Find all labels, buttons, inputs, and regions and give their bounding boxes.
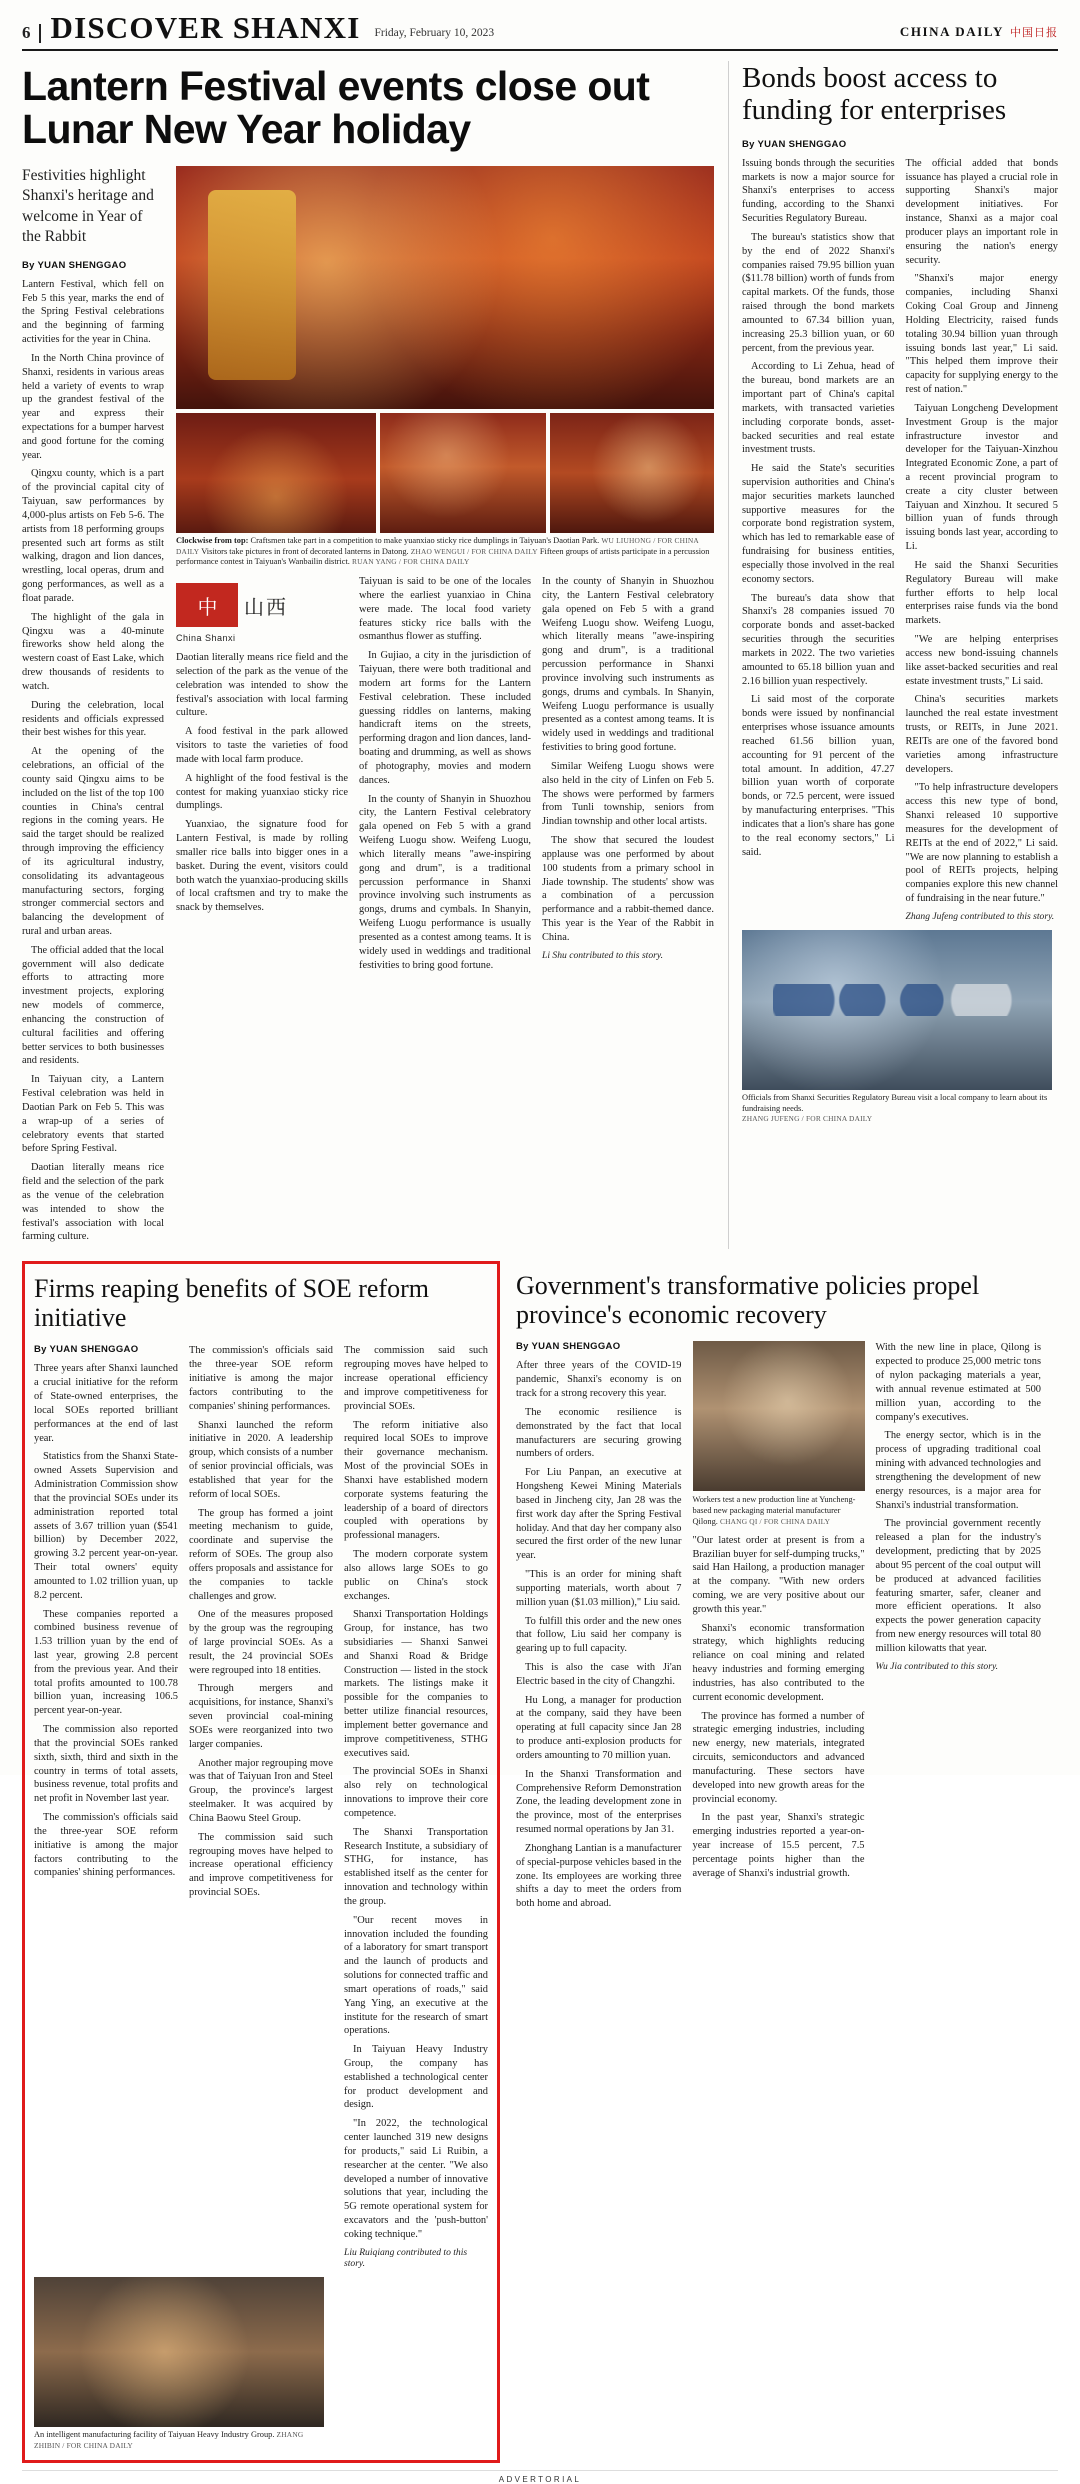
paragraph: Qingxu county, which is a part of the provincial capital city of Taiyuan, saw performances by 4,000-plus artists on Feb 5-6. The artists from 18 performing groups presented such art forms as stilt walking, dragon and lion dances, wrestling, local operas, drum and gong performances, as well as a float parade. xyxy=(22,468,164,604)
bonds-photo-caption xyxy=(742,1093,1058,1124)
paragraph: The provincial SOEs in Shanxi also rely on technological innovations to improve their core competence. xyxy=(344,1766,488,1819)
paragraph: A highlight of the food festival is the contest for making yuanxiao sticky rice dumplings. xyxy=(176,772,348,812)
photo-credit: ZHANG JUFENG / FOR CHINA DAILY xyxy=(742,1114,873,1124)
paragraph: The commission also reported that the provincial SOEs ranked sixth, sixth, third and sixth in the country in terms of total assets, business revenue, total profits and net profit in November last year. xyxy=(34,1724,178,1805)
paragraph: In the North China province of Shanxi, residents in various areas held a variety of events to wrap up the grandest festival of the year and express their expectations for a bumper harvest and good fortune for the coming year. xyxy=(22,352,164,461)
paragraph: The bureau's statistics show that by the end of 2022 Shanxi's companies raised 79.95 billion yuan ($11.78 billion) worth of funds from capital markets. Of the funds, those raised through the bond markets amounted to 67.34 billion yuan, increasing 25.3 billion yuan, or 60 percent, from the previous year. xyxy=(742,231,895,354)
paragraph: The commission said such regrouping moves have helped to increase operational efficiency and improve competitiveness for provincial SOEs. xyxy=(189,1831,333,1899)
bonds-contributor: Zhang Jufeng contributed to this story. xyxy=(905,910,1055,922)
caption-text: Craftsmen take part in a competition to make yuanxiao sticky rice dumplings in Taiyuan's Daotian Park. xyxy=(248,535,600,545)
brand-name: CHINA DAILY xyxy=(899,24,1004,39)
bonds-column-1 xyxy=(742,157,895,922)
paragraph: Shanxi Transportation Holdings Group, for instance, has two subsidiaries — Shanxi Sanwei and Shanxi Road & Bridge Construction — listed in the stock markets. The listings make it possible for the companies to better utilize financial resources, implement better governance and improve competitiveness, STHG executives said. xyxy=(344,1609,488,1759)
advertorial-label: ADVERTORIAL xyxy=(22,2470,1058,2484)
seal-label: China Shanxi xyxy=(176,633,236,644)
paragraph: China's securities markets launched the real estate investment trusts, or REITs, in June 2021. REITs are one of the favored bond varieties among infrastructure developers. xyxy=(905,694,1058,775)
caption-text: Fifteen groups of artists participate in a percussion performance contest in Taiyuan's Wanbailin district. xyxy=(176,546,710,567)
photo-stage xyxy=(176,413,376,533)
paragraph: "In 2022, the technological center launched 319 new designs for products," said Li Ruibin, a researcher at the center. "We also developed a number of innovative solutions that year, including the 5G remote operational system for excavators and the 'push-button' coking technique." xyxy=(344,2118,488,2240)
province-seal xyxy=(176,583,348,627)
paragraph: Three years after Shanxi launched a crucial initiative for the reform of State-owned enterprises, the local SOEs reported brilliant performances at the end of last year. xyxy=(34,1363,178,1444)
paragraph: Lantern Festival, which fell on Feb 5 this year, marks the end of the Spring Festival celebrations and the beginning of farming activities for the year in China. xyxy=(22,278,164,346)
lead-contributor: Li Shu contributed to this story. xyxy=(542,949,663,961)
paragraph: "Our latest order at present is from a Brazilian buyer for self-dumping trucks," said Han Hailong, a production manager at the company. "With new orders coming, we are very positive about our growth this year." xyxy=(692,1534,865,1615)
paragraph: With the new line in place, Qilong is expected to produce 25,000 metric tons of nylon packaging materials a year, with annual revenue estimated at 500 million yuan, according to the company's executives. xyxy=(875,1342,1041,1423)
paragraph: These companies reported a combined business revenue of 1.53 trillion yuan by the end of last year, growing 2.8 percent from the previous year. And their total profits amounted to 100.78 billion yuan, increasing 106.5 percent year-on-year. xyxy=(34,1608,178,1717)
paragraph: The highlight of the gala in Qingxu was a 40-minute fireworks show held along the western coast of East Lake, which drew thousands of residents to watch. xyxy=(22,611,164,692)
recovery-column-1 xyxy=(516,1341,682,1916)
seal-icon: 中 xyxy=(176,583,238,627)
advertorial-section xyxy=(22,1261,1058,2463)
paragraph: Daotian literally means rice field and the selection of the park as the venue of the celebration was intended to show the festival's association with local farming culture. xyxy=(176,652,348,719)
soe-headline: Firms reaping benefits of SOE reform initiative xyxy=(34,1274,429,1333)
paragraph: One of the measures proposed by the group was the regrouping of large provincial SOEs. As a result, the 24 provincial SOEs were regrouped into 18 entities. xyxy=(189,1609,333,1676)
top-section xyxy=(22,51,1058,1249)
photo-credit: RUAN YANG / FOR CHINA DAILY xyxy=(352,557,470,567)
paragraph: The official added that the local government will also dedicate efforts to attracting more investment projects, exploring new models of commerce, enhancing the construction of cultural facilities and offering better services to both businesses and residents. xyxy=(22,944,164,1067)
soe-column-1 xyxy=(34,1344,178,2268)
paragraph: The group has formed a joint meeting mechanism to guide, coordinate and supervise the reform of SOEs. The group also offers proposals and assistance for the companies to tackle challenges and grow. xyxy=(189,1507,333,1602)
photo-crowd xyxy=(380,413,546,533)
photo-credit: ZHANG ZHIBIN / FOR CHINA DAILY xyxy=(34,2429,304,2450)
paragraph: After three years of the COVID-19 pandemic, Shanxi's economy is on track for a strong recovery this year. xyxy=(516,1360,682,1400)
paragraph: The bureau's data show that Shanxi's 28 companies issued 70 corporate bonds and asset-backed securities through the securities markets in 2022. The two varieties amounted to 65.18 billion yuan and 2.16 billion yuan respectively. xyxy=(742,592,895,687)
paragraph: "This is an order for mining shaft supporting materials, worth about 7 million yuan ($1.03 million)," Liu said. xyxy=(516,1569,682,1608)
paragraph: He said the Shanxi Securities Regulatory Bureau will make further efforts to help local enterprises raise funds via the bond markets. xyxy=(905,559,1058,627)
paragraph: In Taiyuan Heavy Industry Group, the company has established a technological center for product development and design. xyxy=(344,2044,488,2111)
recovery-column-3 xyxy=(876,1341,1042,1916)
paragraph: During the celebration, local residents and officials expressed their best wishes for this year. xyxy=(22,699,164,739)
recovery-story xyxy=(512,1261,1050,2463)
caption-lead-in: Clockwise from top: xyxy=(176,535,249,545)
paragraph: Statistics from the Shanxi State-owned Assets Supervision and Administration Commission show that the provincial SOEs under its administration reported total assets of 3.67 trillion yuan ($541 billion) by December 2022, growing 3.2 percent year-on-year. Their total owners' equity amounted to 1.02 trillion yuan, up 8.2 percent. xyxy=(34,1451,178,1601)
lead-byline: By YUAN SHENGGAO xyxy=(22,259,127,271)
paragraph: He said the State's securities supervision authorities and China's major securities markets launched supportive measures for the corporate bond registration system, which has led to remarkable ease of fundraising for business entities, especially those involved in the real economy sectors. xyxy=(742,463,895,585)
paragraph: "We are helping enterprises access new bond-issuing channels like asset-backed securities and real estate investment trusts," Li said. xyxy=(905,634,1058,687)
paragraph: In Gujiao, a city in the jurisdiction of Taiyuan, there were both traditional and modern art forms for the Lantern Festival celebration. These included guessing riddles on lanterns, making handicraft items on the streets, performing dragon and lion dances, land-boating and drumming, as well as shows of photography, movies and modern dances. xyxy=(359,650,531,786)
paragraph: For Liu Panpan, an executive at Hongsheng Kewei Mining Materials based in Jincheng city, Jan 28 was the first work day after the Spring Festival holiday. And that day her company also secured the first order of the new lunar year. xyxy=(516,1467,682,1562)
paragraph: This is also the case with Ji'an Electric based in the city of Changzhi. xyxy=(516,1661,682,1687)
paragraph: "To help infrastructure developers access this new type of bond, Shanxi released 10 supportive measures for the development of REITs at the end of 2022," Li said. "We are now planning to establish a pool of REITs projects, helping companies explore this new channel of fundraising in the near future." xyxy=(905,782,1058,905)
paragraph: Taiyuan is said to be one of the locales where the earliest yuanxiao in China were made. The local food variety features sticky rice balls with the osmanthus flower as stuffing. xyxy=(359,576,531,643)
paragraph: The Shanxi Transportation Research Institute, a subsidiary of STHG, for instance, has established itself as the center for innovation and technology within the group. xyxy=(344,1826,488,1907)
photo-credit: ZHAO WENGUI / FOR CHINA DAILY xyxy=(410,546,538,556)
brand-name-chinese: 中国日报 xyxy=(1010,27,1058,39)
soe-photo xyxy=(34,2277,324,2427)
paragraph: Li said most of the corporate bonds were issued by nonfinancial enterprises whose issuance amounts reached 61.56 billion yuan, accounting for 91 percent of the total amount. In addition, 47.27 billion yuan worth of corporate bonds, or 72.5 percent, were issued by manufacturing enterprises. "This indicates that a lion's share has gone to the real economy sectors," Li said. xyxy=(742,694,895,858)
paragraph: Issuing bonds through the securities markets is now a major source for Shanxi's enterprises to access funding, according to the Shanxi Securities Regulatory Bureau. xyxy=(742,157,895,225)
paragraph: Shanxi launched the reform initiative in 2020. A leadership group, which consists of a number of senior provincial officials, was established that year for the reform of local SOEs. xyxy=(189,1419,333,1500)
page-folio: 6 xyxy=(22,24,41,43)
photo-drum xyxy=(550,413,714,533)
paragraph: In the past year, Shanxi's strategic emerging industries reported a year-on-year increase of 15.5 percent, 7.5 percentage points higher than the average of Shanxi's industrial growth. xyxy=(692,1812,865,1879)
lead-story xyxy=(22,61,714,1249)
paragraph: According to Li Zehua, head of the bureau, bond markets are an important part of China's capital markets, with transacted varieties including corporate bonds, asset-backed securities and real estate investment trusts. xyxy=(742,361,895,456)
paragraph: Through mergers and acquisitions, for instance, Shanxi's seven provincial coal-mining SOEs were reorganized into two larger companies. xyxy=(189,1683,333,1750)
paragraph: The reform initiative also required local SOEs to improve their governance mechanism. Most of the provincial SOEs in Shanxi have established modern corporate systems featuring the leadership of a board of directors coupled with operations by professional managers. xyxy=(344,1419,488,1542)
soe-contributor: Liu Ruiqiang contributed to this story. xyxy=(344,2246,468,2269)
soe-photo-caption xyxy=(34,2430,324,2452)
paragraph: The modern corporate system also allows large SOEs to go public on China's stock exchanges. xyxy=(344,1549,488,1602)
paragraph: The province has formed a number of strategic emerging industries, including new energy, new materials, integrated circuits, semiconductors and advanced manufacturing. These sectors have developed into new growth areas for the provincial economy. xyxy=(692,1710,865,1805)
section-title: DISCOVER SHANXI xyxy=(50,10,361,45)
recovery-photo-caption xyxy=(693,1495,865,1527)
seal-chinese: 山西 xyxy=(244,594,288,619)
caption-text: Officials from Shanxi Securities Regulatory Bureau visit a local company to learn about its fundraising needs. xyxy=(742,1092,1048,1113)
recovery-byline: By YUAN SHENGGAO xyxy=(516,1341,621,1353)
soe-column-3 xyxy=(344,1344,488,2268)
lead-first-column xyxy=(22,166,164,1249)
bonds-headline: Bonds boost access to funding for enterprises xyxy=(742,62,1007,126)
soe-byline: By YUAN SHENGGAO xyxy=(34,1344,139,1356)
paragraph: Another major regrouping move was that of Taiyuan Iron and Steel Group, the province's largest steelmaker. It was acquired by China Baowu Steel Group. xyxy=(189,1757,333,1824)
paragraph: Shanxi's economic transformation strategy, which highlights reducing reliance on coal mining and related heavy industries and forming emerging industries, has also contributed to the current economic development. xyxy=(692,1622,865,1703)
caption-text: Visitors take pictures in front of decorated lanterns in Datong. xyxy=(199,546,409,556)
recovery-column-2 xyxy=(693,1341,865,1916)
paragraph: At the opening of the celebrations, an official of the county said Qingxu aims to be included on the list of the top 100 counties in China's central regions in the coming years. He said the target should be realized through improving the efficiency of its agricultural industry, consolidating its advantageous manufacturing sectors, forging stronger commercial sectors and balancing the development of rural and urban areas. xyxy=(22,746,164,937)
paragraph: The commission's officials said the three-year SOE reform initiative is among the major factors contributing to the companies' shining performances. xyxy=(34,1812,178,1879)
paragraph: The provincial government recently released a plan for the industry's development, predicting that by 2025 about 95 percent of the coal output will be produced at advanced facilities featuring smarter, safer, cleaner and more efficient operations. It also expects the power generation capacity from new energy resources will total 80 million kilowatts that year. xyxy=(875,1518,1041,1654)
bonds-story xyxy=(728,61,1058,1249)
soe-story xyxy=(22,1261,500,2463)
paragraph: Taiyuan Longcheng Development Investment Group is the major infrastructure investor and developer for the Taiyuan-Xinzhou Integrated Economic Zone, a part of a recent provincial program to create a city cluster between Taiyuan and Xinzhou. It secured 5 billion yuan of funds through issuing bonds last year, according to Li. xyxy=(905,402,1058,553)
paragraph: Hu Long, a manager for production at the company, said they have been operating at full capacity since Jan 28 to produce anti-explosion products for orders amounting to 70 million yuan. xyxy=(516,1694,682,1761)
paragraph: Yuanxiao, the signature food for Lantern Festival, is made by rolling smaller rice balls into bigger ones in a basket. During the event, visitors could both watch the yuanxiao-producing skills of local craftsmen and try to make the snack by themselves. xyxy=(176,819,348,914)
paragraph: The commission said such regrouping moves have helped to increase operational efficiency and improve competitiveness for provincial SOEs. xyxy=(344,1345,488,1412)
photo-strip xyxy=(176,413,714,533)
lead-headline: Lantern Festival events close out Lunar New Year holiday xyxy=(22,63,650,153)
masthead-brand xyxy=(900,24,1058,43)
paragraph: Similar Weifeng Luogu shows were also held in the city of Linfen on Feb 5. The shows were performed by farmers from Tunli township, seniors from Jindian township and other local artists. xyxy=(542,760,714,828)
paragraph: The show that secured the loudest applause was one performed by about 100 students from a primary school in Jiade township. The students' show was a combination of a percussion performance and a rabbit-themed dance. This year is the Year of the Rabbit in China. xyxy=(542,835,714,943)
bonds-byline: By YUAN SHENGGAO xyxy=(742,138,847,150)
paragraph: The economic resilience is demonstrated by the fact that local manufacturers are securing growing numbers of orders. xyxy=(516,1406,682,1460)
paragraph: In the county of Shanyin in Shuozhou city, the Lantern Festival celebratory gala opened on Feb 5 with a grand Weifeng Luogu show. Weifeng Luogu, which literally means "awe-inspiring gong and drum", is a traditional percussion performance in Shanxi province involving such instruments as gongs, drums and cymbals. In Shanyin, Weifeng Luogu performance is usually presented as a contest among teams. It is widely used in weddings and traditional festivities to bring good fortune. xyxy=(359,793,531,971)
paragraph: "Shanxi's major energy companies, including Shanxi Coking Coal Group and Jinneng Holding Electricity, raised funds totaling 30.94 billion yuan through issuing bonds last year," Li said. "This helped them improve their capacity for supplying energy to the rest of nation." xyxy=(905,273,1058,396)
caption-text: An intelligent manufacturing facility of Taiyuan Heavy Industry Group. xyxy=(34,2429,275,2439)
recovery-headline: Government's transformative policies propel province's economic recovery xyxy=(516,1271,980,1330)
bonds-photo xyxy=(742,930,1052,1090)
paragraph: In the Shanxi Transformation and Comprehensive Reform Demonstration Zone, the leading development zone in the province, most of the enterprises resumed normal operations by Jan 31. xyxy=(516,1768,682,1836)
paragraph: "Our recent moves in innovation included the founding of a laboratory for smart transport and the launch of products and solutions for connected traffic and smart operations of roads," said Yang Ying, an executive at the institute for the research of smart operations. xyxy=(344,1914,488,2037)
photo-credit: CHANG QI / FOR CHINA DAILY xyxy=(719,1516,831,1526)
bonds-column-2 xyxy=(906,157,1059,922)
paragraph: In the county of Shanyin in Shuozhou city, the Lantern Festival celebratory gala opened on Feb 5 with a grand Weifeng Luogu show. Weifeng Luogu, which literally means "awe-inspiring gong and drum", is a traditional percussion performance in Shanxi province involving such instruments as gongs, drums and cymbals. In Shanyin, Weifeng Luogu performance is usually presented as a contest among teams. It is widely used in weddings and traditional festivities to bring good fortune. xyxy=(542,576,714,754)
paragraph: Daotian literally means rice field and the selection of the park as the venue of the celebration was intended to show the festival's association with local farming culture. xyxy=(22,1162,164,1243)
lead-standfirst: Festivities highlight Shanxi's heritage and welcome in Year of the Rabbit xyxy=(22,166,154,246)
masthead xyxy=(22,0,1058,51)
soe-column-2 xyxy=(189,1344,333,2268)
paragraph: Zhonghang Lantian is a manufacturer of special-purpose vehicles based in the zone. Its employees are working three shifts a day to meet the orders from both home and abroad. xyxy=(516,1842,682,1910)
recovery-contributor: Wu Jia contributed to this story. xyxy=(875,1660,999,1672)
lead-photo xyxy=(176,166,714,409)
photo-credit: WU LIUHONG / FOR CHINA DAILY xyxy=(176,535,699,556)
paragraph: The official added that bonds issuance has played a crucial role in supporting Shanxi's major development initiatives. For instance, Shanxi as a major coal producer plays an important role in ensuring the nation's energy security. xyxy=(905,157,1058,266)
paragraph: To fulfill this order and the new ones that follow, Liu said her company is gearing up to full capacity. xyxy=(516,1615,682,1655)
issue-date: Friday, February 10, 2023 xyxy=(374,27,495,39)
caption-text: Workers test a new production line at Yuncheng-based new packaging material manufacturer Qilong. xyxy=(692,1495,856,1526)
lead-photo-caption xyxy=(176,536,714,568)
paragraph: A food festival in the park allowed visitors to taste the varieties of food made with local farm produce. xyxy=(176,726,348,765)
paragraph: The energy sector, which is in the process of upgrading traditional coal mining with advanced technologies and strengthening the development of new energy resources, is a major area for Shanxi's industrial transformation. xyxy=(875,1430,1041,1511)
paragraph: The commission's officials said the three-year SOE reform initiative is among the major factors contributing to the companies' shining performances. xyxy=(189,1345,333,1412)
recovery-photo xyxy=(693,1341,865,1491)
paragraph: In Taiyuan city, a Lantern Festival celebration was held in Daotian Park on Feb 5. This was a wrap-up of a series of celebratory events that started before Spring Festival. xyxy=(22,1074,164,1155)
